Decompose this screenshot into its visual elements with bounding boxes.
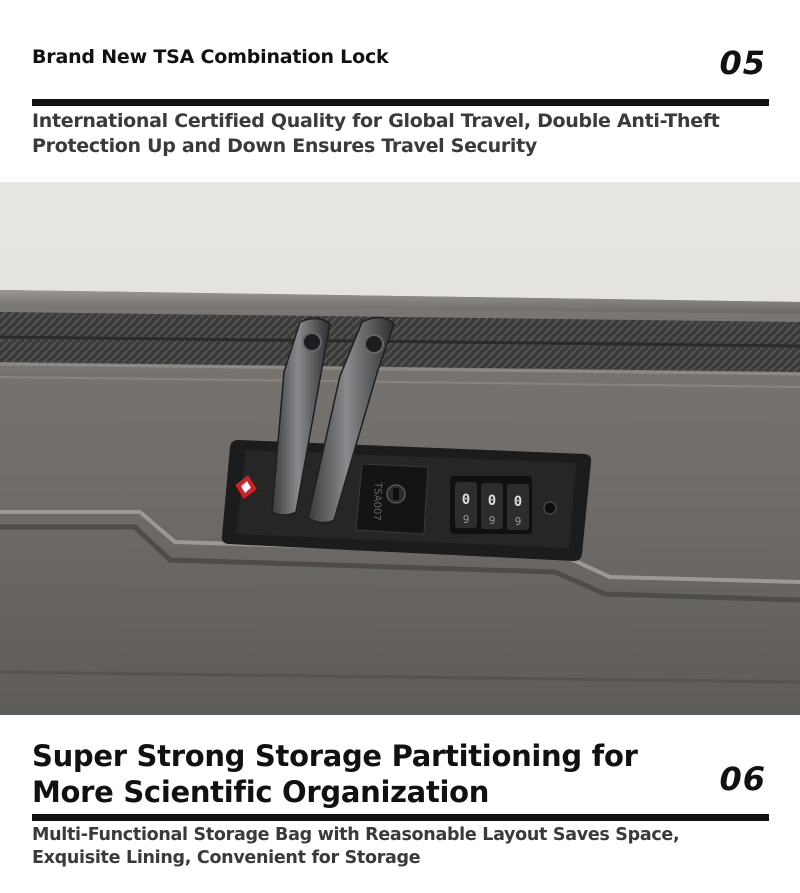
section-05-description: International Certified Quality for Global Travel, Double Anti-Theft Protection Up and Down Ensures Travel Security: [32, 110, 720, 157]
dial-1[interactable]: [455, 482, 477, 528]
section-05-title: Brand New TSA Combination Lock: [32, 46, 389, 68]
product-photo-tsa-lock: [0, 182, 800, 715]
svg-text:9: 9: [514, 515, 522, 528]
svg-text:0: 0: [513, 494, 523, 510]
svg-text:0: 0: [487, 493, 497, 509]
svg-text:9: 9: [462, 513, 470, 526]
svg-text:0: 0: [461, 492, 471, 508]
reset-button[interactable]: [544, 502, 556, 514]
section-05-divider: [32, 99, 769, 106]
section-06-number: 06: [719, 760, 766, 798]
dial-3[interactable]: [507, 484, 529, 530]
suitcase-lock-illustration: [0, 182, 800, 715]
section-06-description: Multi-Functional Storage Bag with Reasonable Layout Saves Space, Exquisite Lining, Convenient for Storage: [32, 825, 680, 868]
section-05-number: 05: [719, 44, 766, 82]
combination-dials[interactable]: [450, 476, 532, 534]
section-06-title: Super Strong Storage Partitioning for More Scientific Organization: [32, 739, 638, 809]
section-06-divider: [32, 814, 769, 821]
lock-model-label: TSA007: [370, 481, 383, 521]
dial-2[interactable]: [481, 483, 503, 529]
svg-text:9: 9: [488, 514, 496, 527]
